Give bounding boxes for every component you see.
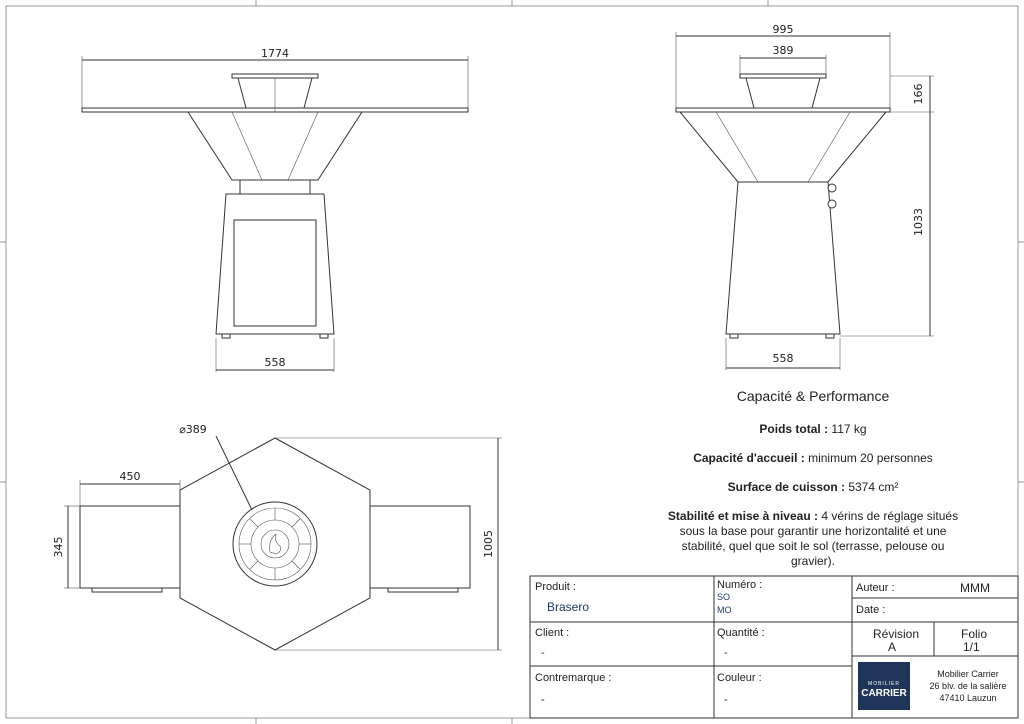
spec-surface: Surface de cuisson : 5374 cm² bbox=[727, 480, 899, 494]
spec-stability: Stabilité et mise à niveau : 4 vérins de réglage situés sous la base pour garantir une horizontalité et une stabilité, quel que soit le sol (terrasse, pelouse ou gravier). bbox=[667, 509, 959, 568]
spec-weight: Poids total : 117 kg bbox=[759, 422, 867, 436]
company-address-2: 47410 Lauzun bbox=[939, 693, 997, 703]
produit-label: Produit : bbox=[535, 581, 576, 593]
numero-value-2: MO bbox=[717, 605, 732, 615]
dim-side-base: 558 bbox=[772, 352, 794, 365]
produit-value: Brasero bbox=[547, 600, 590, 614]
contremarque-value: - bbox=[541, 694, 545, 706]
date-label: Date : bbox=[856, 604, 886, 616]
dim-side-bowl-height: 166 bbox=[912, 83, 925, 105]
quantite-value: - bbox=[724, 647, 728, 659]
front-view bbox=[82, 47, 468, 372]
dim-front-base: 558 bbox=[264, 356, 286, 369]
dim-side-height: 1033 bbox=[912, 208, 925, 236]
couleur-value: - bbox=[724, 694, 728, 706]
client-label: Client : bbox=[535, 627, 570, 639]
contremarque-label: Contremarque : bbox=[535, 672, 612, 684]
auteur-label: Auteur : bbox=[856, 582, 895, 594]
top-view bbox=[52, 423, 502, 650]
dim-side-bowl: 389 bbox=[772, 44, 794, 57]
revision-label: Révision bbox=[873, 627, 920, 641]
folio-label: Folio bbox=[961, 627, 988, 641]
dim-top-diameter: ⌀389 bbox=[179, 423, 207, 436]
revision-value: A bbox=[888, 640, 897, 654]
dim-top-side-length: 450 bbox=[119, 470, 141, 483]
carrier-logo: MOBILIER CARRIER bbox=[858, 662, 910, 710]
auteur-value: MMM bbox=[960, 581, 990, 595]
spec-capacity: Capacité d'accueil : minimum 20 personnes bbox=[693, 451, 933, 465]
numero-label: Numéro : bbox=[717, 579, 763, 591]
dim-top-depth: 1005 bbox=[482, 530, 495, 558]
dim-side-width: 995 bbox=[772, 23, 794, 36]
side-view bbox=[676, 23, 934, 370]
dim-front-width: 1774 bbox=[261, 47, 289, 60]
client-value: - bbox=[541, 647, 545, 659]
folio-value: 1/1 bbox=[963, 640, 980, 654]
dim-top-side-width: 345 bbox=[52, 536, 65, 558]
numero-value-1: SO bbox=[717, 592, 731, 602]
couleur-label: Couleur : bbox=[717, 672, 762, 684]
company-name: Mobilier Carrier bbox=[937, 669, 999, 679]
company-address-1: 26 blv. de la salière bbox=[929, 681, 1007, 691]
quantite-label: Quantité : bbox=[717, 627, 765, 639]
specs-title: Capacité & Performance bbox=[736, 388, 890, 404]
